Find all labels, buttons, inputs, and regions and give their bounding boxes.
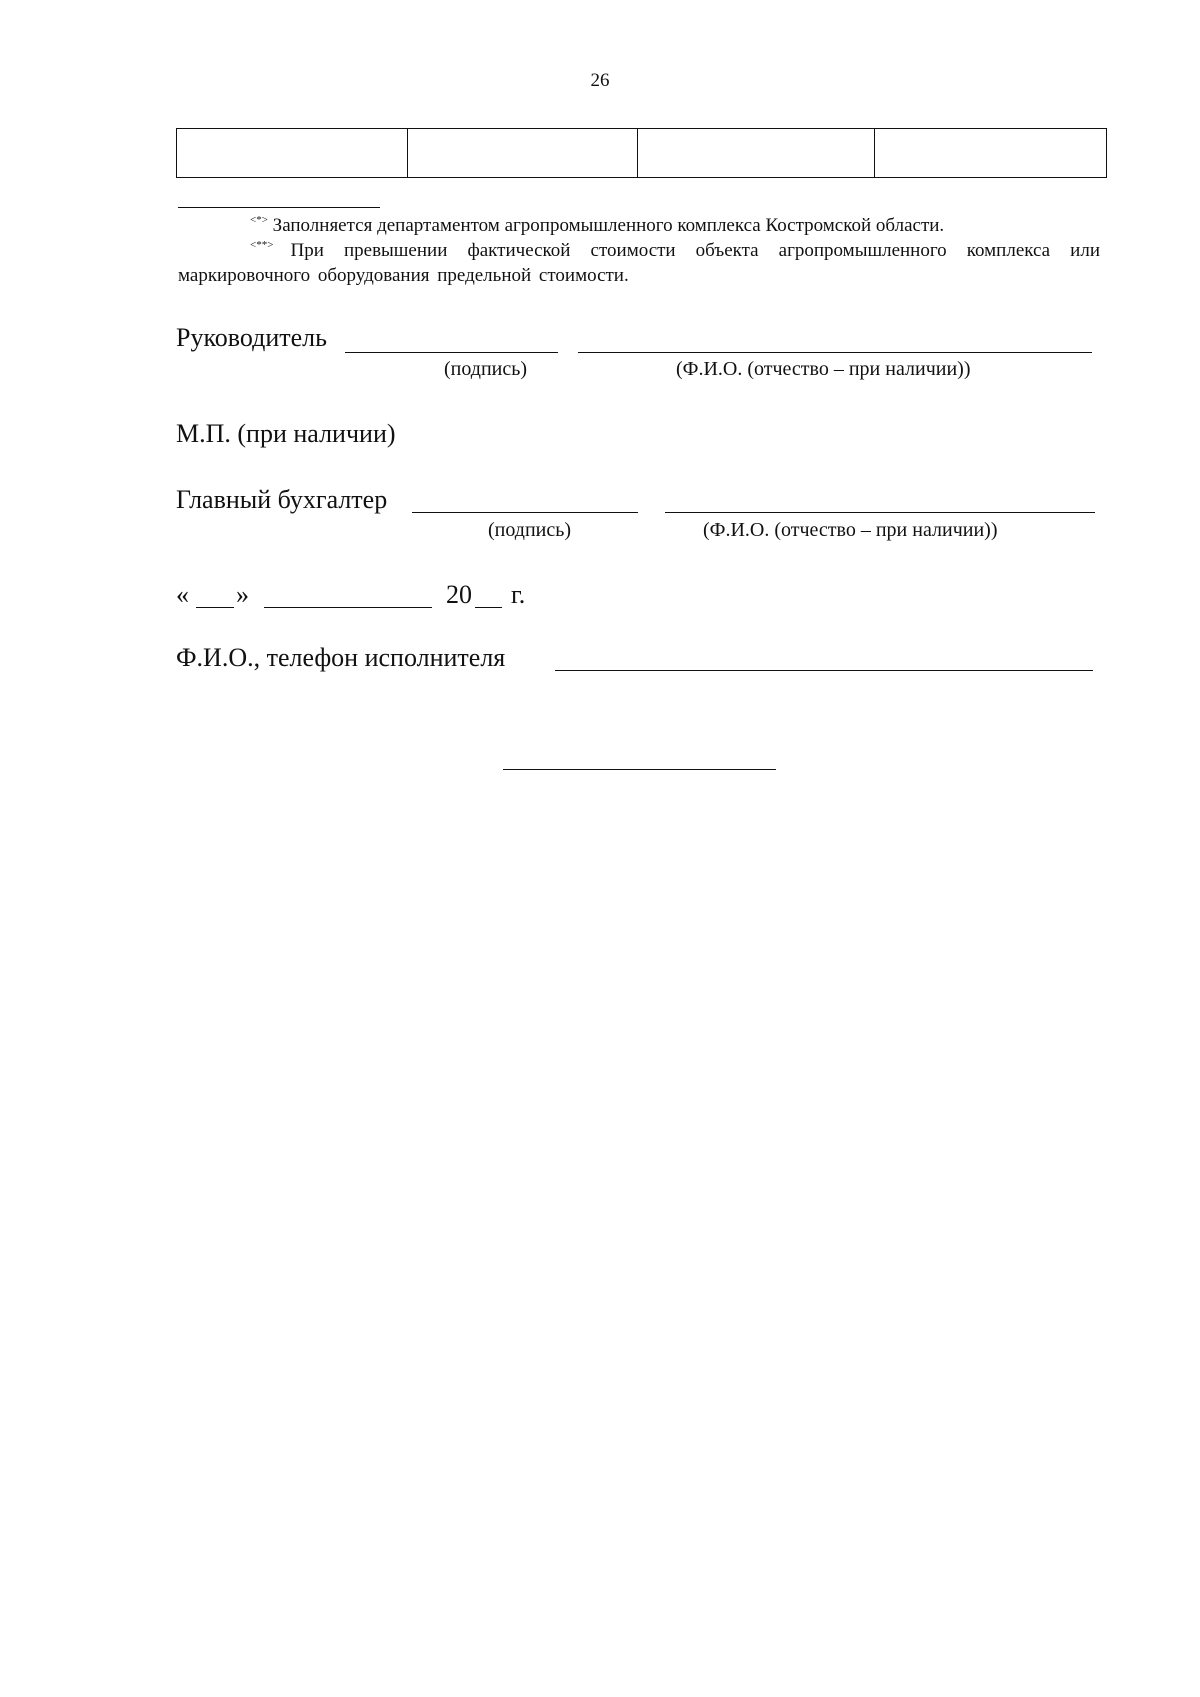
end-separator	[503, 769, 776, 770]
date-close-quote: »	[236, 580, 249, 609]
page-number: 26	[590, 70, 610, 91]
date-month-line	[264, 607, 432, 608]
head-label: Руководитель	[176, 323, 327, 352]
footnote-1-text: Заполняется департаментом агропромышленного комплекса Костромской области.	[272, 215, 945, 236]
footnote-1-marker: <*>	[250, 214, 268, 226]
footnote-2	[178, 238, 1100, 288]
seal-label: М.П. (при наличии)	[176, 419, 396, 448]
table-cell	[177, 129, 408, 178]
head-signature-caption: (подпись)	[444, 358, 528, 380]
executor-line	[555, 670, 1093, 671]
table-cell	[408, 129, 638, 178]
head-signature-line	[345, 352, 558, 353]
date-year-suffix: г.	[511, 580, 526, 609]
table-cell	[875, 129, 1107, 178]
table-cell	[638, 129, 875, 178]
chief-accountant-name-caption: (Ф.И.О. (отчество – при наличии))	[703, 519, 998, 541]
chief-accountant-signature-line	[412, 512, 638, 513]
chief-accountant-signature-caption: (подпись)	[488, 519, 572, 541]
table-row	[177, 129, 1107, 178]
head-name-line	[578, 352, 1092, 353]
chief-accountant-name-line	[665, 512, 1095, 513]
footnote-1	[178, 213, 1100, 238]
footnote-separator	[178, 207, 380, 208]
date-day-line	[196, 607, 234, 608]
head-name-caption: (Ф.И.О. (отчество – при наличии))	[676, 358, 971, 380]
executor-label: Ф.И.О., телефон исполнителя	[176, 643, 506, 672]
chief-accountant-label: Главный бухгалтер	[176, 485, 388, 514]
form-table	[176, 128, 1107, 178]
date-open-quote: «	[176, 580, 189, 609]
date-year-prefix: 20	[446, 580, 472, 609]
footnote-2-text: При превышении фактической стоимости объекта агропромышленного комплекса или маркировочного оборудования предельной стоимости.	[178, 240, 1100, 286]
date-year-line	[475, 607, 502, 608]
footnote-2-marker: <**>	[250, 239, 274, 251]
